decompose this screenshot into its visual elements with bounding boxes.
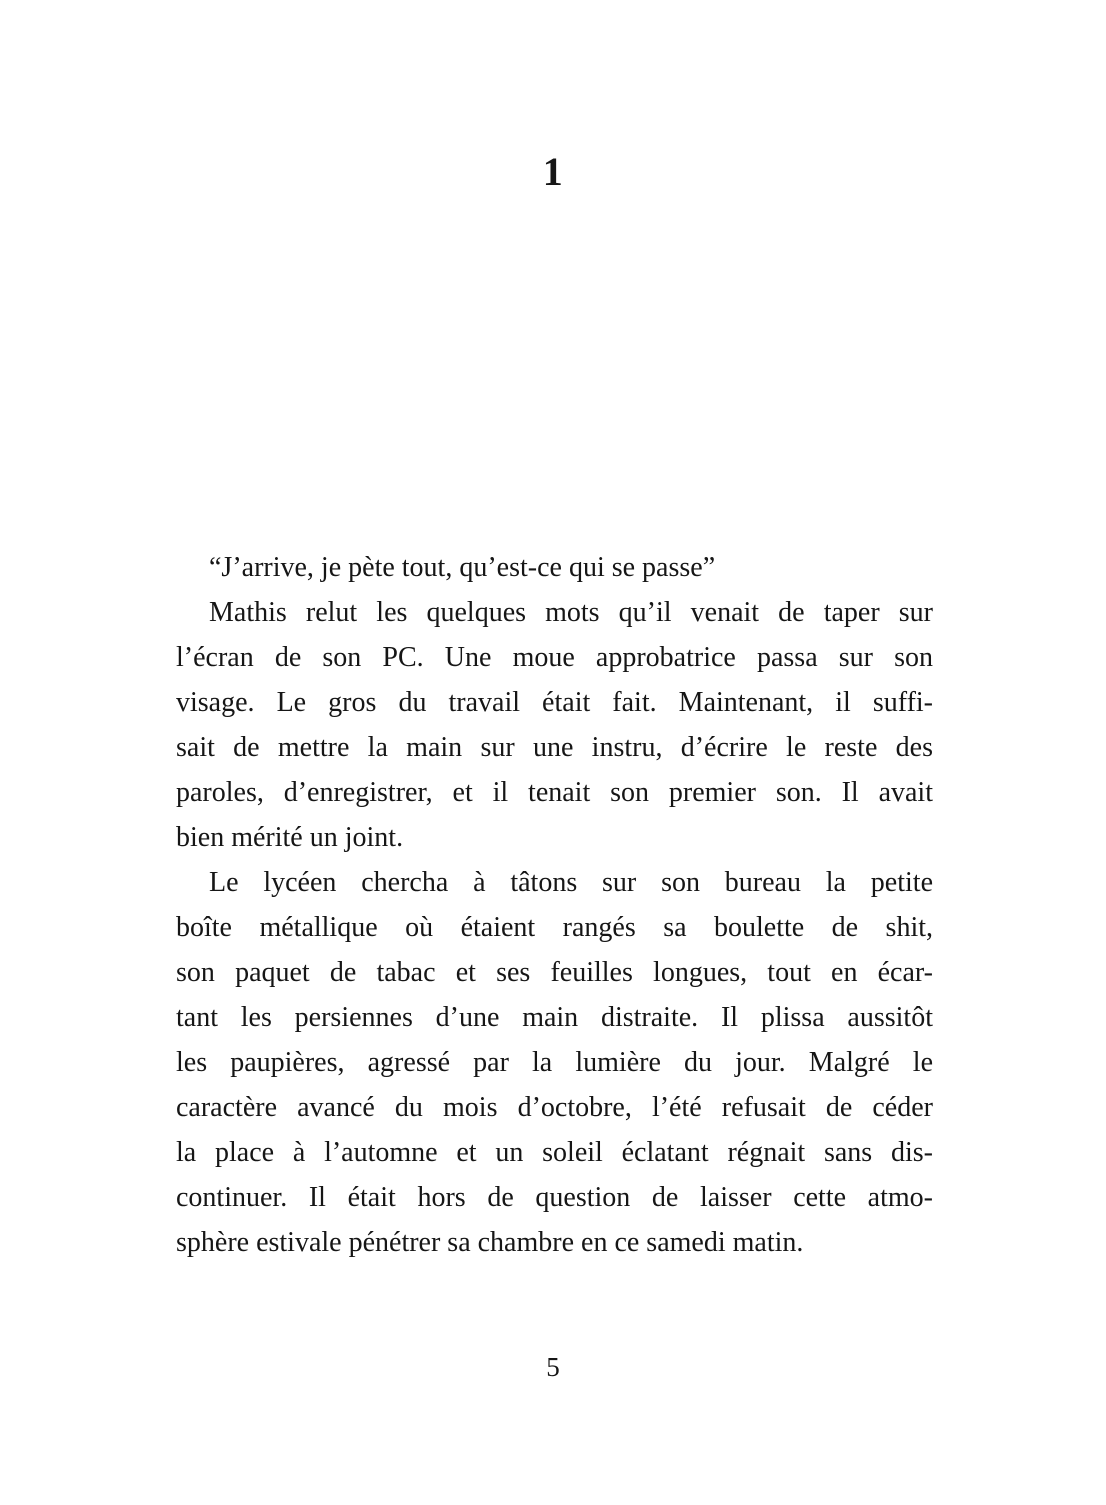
paragraph [176, 545, 933, 590]
text-line: les paupières, agressé par la lumière du jour. Malgré le [176, 1047, 933, 1078]
text-line: son paquet de tabac et ses feuilles longues, tout en écar- [176, 957, 933, 988]
text-line: boîte métallique où étaient rangés sa boulette de shit, [176, 912, 933, 943]
text-line: sphère estivale pénétrer sa chambre en ce samedi matin. [176, 1227, 804, 1258]
text-line: Le lycéen chercha à tâtons sur son bureau la petite [209, 867, 933, 898]
text-line: Mathis relut les quelques mots qu’il venait de taper sur [209, 597, 933, 628]
text-block [176, 545, 933, 1265]
page-number: 5 [546, 1352, 560, 1382]
text-line: sait de mettre la main sur une instru, d’écrire le reste des [176, 732, 933, 763]
text-line: bien mérité un joint. [176, 822, 404, 853]
paragraph [176, 590, 933, 860]
text-line: tant les persiennes d’une main distraite. Il plissa aussitôt [176, 1002, 933, 1033]
text-line: la place à l’automne et un soleil éclatant régnait sans dis- [176, 1137, 933, 1168]
chapter-number: 1 [542, 149, 564, 194]
text-line: continuer. Il était hors de question de laisser cette atmo- [176, 1182, 933, 1213]
paragraph [176, 860, 933, 1265]
text-line: l’écran de son PC. Une moue approbatrice passa sur son [176, 642, 933, 673]
text-line: paroles, d’enregistrer, et il tenait son premier son. Il avait [176, 777, 933, 808]
text-line: caractère avancé du mois d’octobre, l’été refusait de céder [176, 1092, 933, 1123]
text-line: visage. Le gros du travail était fait. Maintenant, il suffi- [176, 687, 933, 718]
text-line: “J’arrive, je pète tout, qu’est-ce qui se passe” [209, 552, 716, 583]
